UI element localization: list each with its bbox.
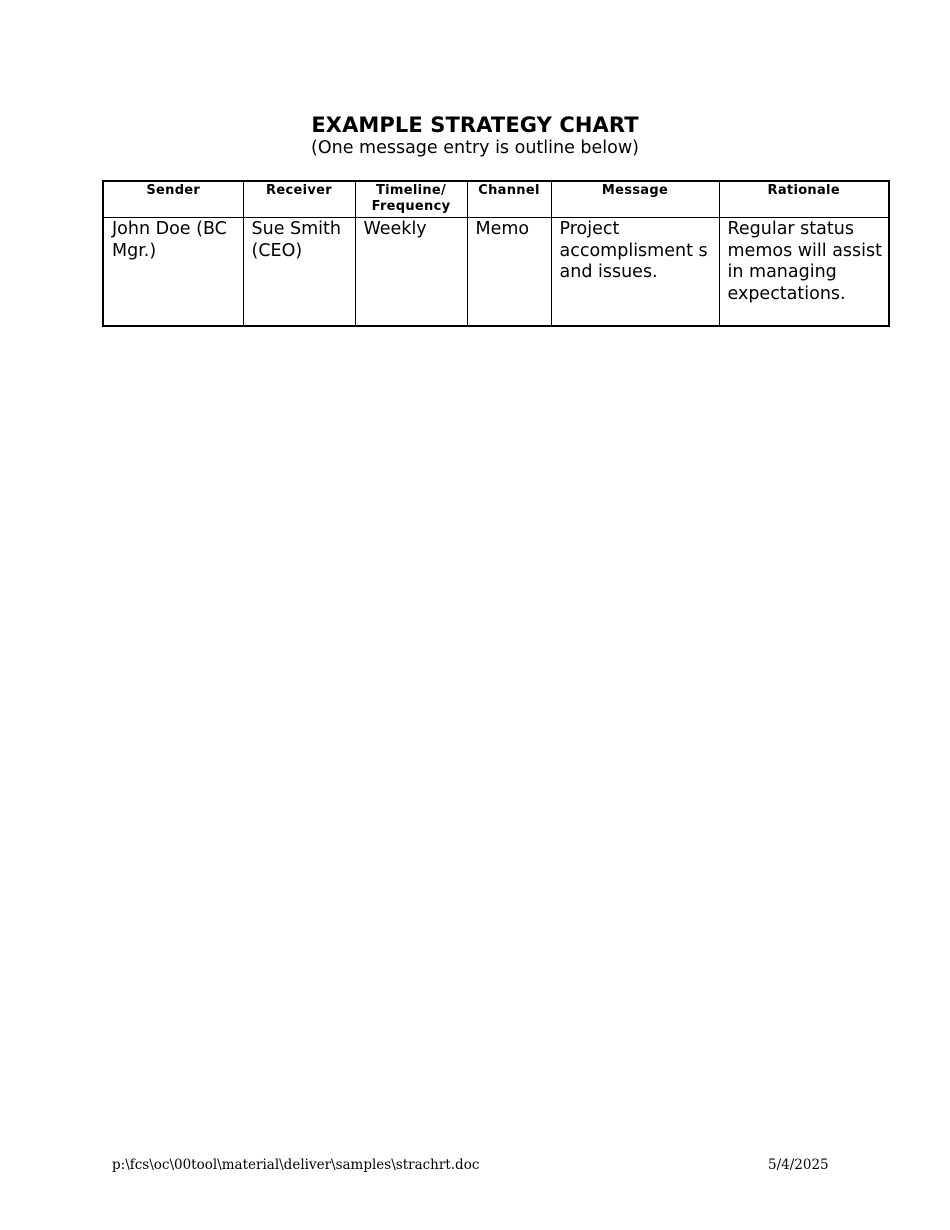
header-message: Message: [551, 181, 719, 218]
cell-channel: Memo: [467, 218, 551, 327]
header-rationale: Rationale: [719, 181, 889, 218]
header-timeline-frequency: Timeline/ Frequency: [355, 181, 467, 218]
cell-rationale: Regular status memos will assist in managing expectations.: [719, 218, 889, 327]
table-row: [103, 218, 889, 327]
cell-receiver: Sue Smith (CEO): [243, 218, 355, 327]
footer-date: 5/4/2025: [768, 1157, 829, 1173]
table-header-row: [103, 181, 889, 218]
page-title: EXAMPLE STRATEGY CHART: [311, 113, 639, 137]
strategy-chart-table: [102, 180, 890, 327]
cell-sender: John Doe (BC Mgr.): [103, 218, 243, 327]
header-sender: Sender: [103, 181, 243, 218]
cell-message: Project accomplisment s and issues.: [551, 218, 719, 327]
cell-timeline: Weekly: [355, 218, 467, 327]
page-subtitle: (One message entry is outline below): [311, 138, 639, 158]
footer-file-path: p:\fcs\oc\00tool\material\deliver\samples\strachrt.doc: [112, 1157, 480, 1173]
header-receiver: Receiver: [243, 181, 355, 218]
header-channel: Channel: [467, 181, 551, 218]
